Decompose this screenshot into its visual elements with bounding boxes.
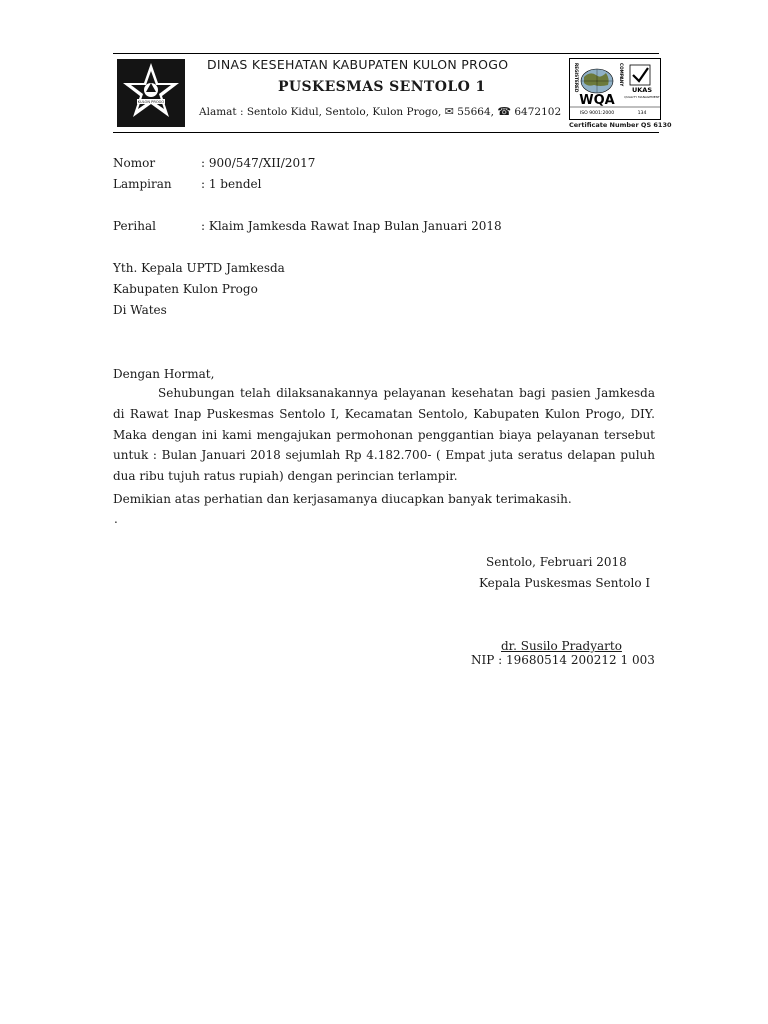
lampiran-label: Lampiran xyxy=(113,177,172,191)
cert-iso: ISO 9001:2000 xyxy=(579,111,615,116)
letterhead xyxy=(113,53,672,133)
signer-nip: NIP : 19680514 200212 1 003 xyxy=(471,653,655,667)
agency-name: DINAS KESEHATAN KABUPATEN KULON PROGO xyxy=(207,57,509,72)
perihal-value: : Klaim Jamkesda Rawat Inap Bulan Januari 2018 xyxy=(201,219,502,233)
address-line xyxy=(199,105,561,118)
body-paragraph xyxy=(113,383,655,487)
signer-name: dr. Susilo Pradyarto xyxy=(501,639,622,653)
certification-badge xyxy=(569,58,661,120)
nomor-value: : 900/547/XII/2017 xyxy=(201,156,316,170)
signer-position: Kepala Puskesmas Sentolo I xyxy=(479,576,651,590)
puskesmas-logo-icon xyxy=(117,59,185,127)
cert-company: COMPANY xyxy=(619,63,624,87)
body-paragraph-text: Sehubungan telah dilaksanakannya pelayanan kesehatan bagi pasien Jamkesda di Rawat Inap Puskesmas Sentolo I, Kecamatan Sentolo, Kabupaten Kulon Progo, DIY. Maka dengan ini kami mengajukan permohonan penggantian biaya pelayanan tersebut untuk : Bulan Januari 2018 sejumlah Rp 4.182.700- ( Empat juta seratus delapan puluh dua ribu tujuh ratus rupiah) dengan perincian terlampir. xyxy=(113,386,655,484)
place-date: Sentolo, Februari 2018 xyxy=(486,555,627,569)
recipient-line-2: Kabupaten Kulon Progo xyxy=(113,282,258,296)
lampiran-value: : 1 bendel xyxy=(201,177,262,191)
phone-number: 6472102 xyxy=(514,106,562,118)
cert-registered: REGISTERED xyxy=(574,63,579,93)
envelope-icon: ✉ xyxy=(444,105,454,118)
telephone-icon: ☎ xyxy=(497,105,512,118)
address-text: Alamat : Sentolo Kidul, Sentolo, Kulon Progo, xyxy=(199,106,442,118)
cert-ukas: UKAS xyxy=(631,86,653,94)
stray-dot: . xyxy=(114,512,118,526)
logo-text: KULON PROGO xyxy=(137,100,165,104)
puskesmas-name: PUSKESMAS SENTOLO 1 xyxy=(278,79,486,95)
postal-code: 55664, xyxy=(457,106,494,118)
salutation: Dengan Hormat, xyxy=(113,367,215,381)
perihal-label: Perihal xyxy=(113,219,156,233)
nomor-label: Nomor xyxy=(113,156,156,170)
cert-ukas-sub: QUALITY MANAGEMENT xyxy=(624,95,660,99)
recipient-line-3: Di Wates xyxy=(113,303,167,317)
closing-line: Demikian atas perhatian dan kerjasamanya diucapkan banyak terimakasih. xyxy=(113,492,572,506)
cert-brand: WQA xyxy=(579,93,615,108)
recipient-line-1: Yth. Kepala UPTD Jamkesda xyxy=(113,261,285,275)
cert-ukas-number: 134 xyxy=(637,111,647,116)
certificate-number: Certificate Number QS 6130 xyxy=(569,121,672,129)
